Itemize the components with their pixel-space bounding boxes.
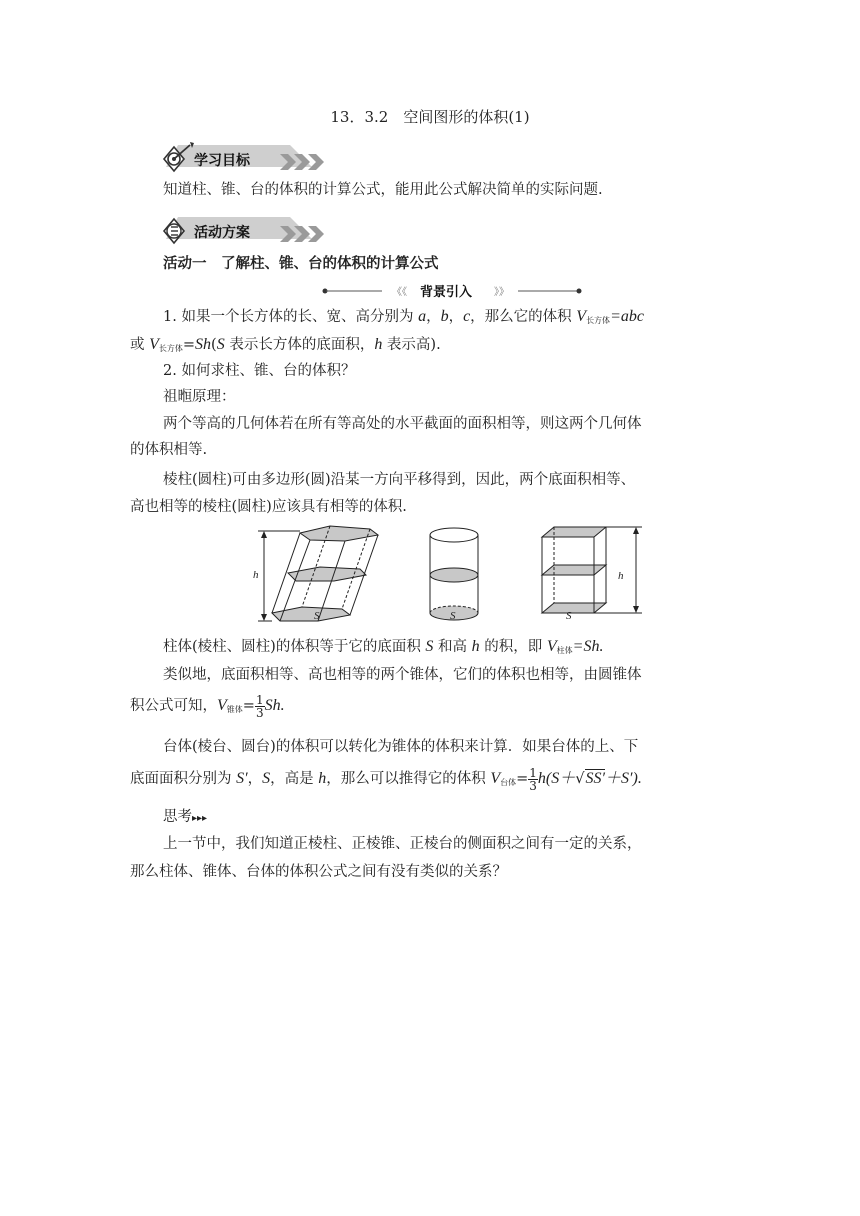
one-third-fraction-frustum: $\frac{1}{3}$ [529, 765, 537, 793]
svg-text:》》: 》》 [494, 287, 509, 298]
svg-text:S: S [314, 610, 320, 622]
background-intro-label: 背景引入 [420, 285, 473, 300]
think-heading: 思考▸▸▸ [163, 809, 208, 825]
target-icon [162, 141, 332, 175]
think-line1: 上一节中，我们知道正棱柱、正棱锥、正棱台的侧面积之间有一定的关系， [163, 836, 642, 852]
goal-text: 知道柱、锥、台的体积的计算公式，能用此公式解决简单的实际问题. [163, 182, 603, 198]
q1-line2: 或 $V_{长方体}=Sh(S$ 表示长方体的底面积，h 表示高). [130, 336, 441, 353]
svg-text:S: S [450, 610, 456, 622]
cone-line1: 类似地，底面积相等、高也相等的两个锥体，它们的体积也相等，由圆锥体 [163, 667, 642, 683]
background-intro-divider [322, 281, 582, 301]
section-header-activity [162, 213, 332, 247]
frustum-line2: 底面面积分别为 S′，S，高是 h，那么可以推得它的体积 $V_{台体}=$ $\frac{1}{3}$ h(S＋√SS′＋S′). [130, 765, 642, 793]
one-third-fraction: $\frac{1}{3}$ [255, 692, 264, 720]
section-goal-label: 学习目标 [194, 153, 250, 169]
principle-label: 祖暅原理： [163, 389, 236, 405]
svg-text:《《: 《《 [392, 287, 407, 298]
q2: 2. 如何求柱、锥、台的体积？ [163, 363, 356, 379]
q1-line1: 1. 如果一个长方体的长、宽、高分别为 a，b，c，那么它的体积 $V_{长方体}=abc$ [163, 308, 644, 325]
think-line2: 那么柱体、锥体、台体的体积公式之间有没有类似的关系？ [130, 864, 507, 880]
cylinder-figure [430, 528, 478, 622]
svg-text:h: h [618, 570, 624, 582]
list-icon [162, 213, 332, 247]
activity1-title: 活动一 了解柱、锥、台的体积的计算公式 [163, 256, 439, 272]
prism-line1: 棱柱(圆柱)可由多边形(圆)沿某一方向平移得到，因此，两个底面积相等、 [163, 472, 636, 488]
prism-line2: 高也相等的棱柱(圆柱)应该具有相等的体积. [130, 499, 407, 515]
svg-text:S: S [566, 610, 572, 622]
svg-text:h: h [253, 569, 259, 581]
cone-line2: 积公式可知，$V_{锥体}=$ $\frac{1}{3}$ Sh. [130, 692, 285, 720]
section-header-goal [162, 141, 332, 175]
principle-line2: 的体积相等. [130, 442, 208, 458]
page-title: 13．3.2 空间图形的体积(1) [330, 108, 530, 126]
triple-arrow-icon: ▸▸▸ [192, 813, 208, 824]
geometry-figures [250, 523, 650, 631]
column-volume-line: 柱体(棱柱、圆柱)的体积等于它的底面积 S 和高 h 的积，即 $V_{柱体}=Sh$. [163, 638, 604, 655]
cuboid-figure [542, 527, 642, 622]
frustum-line1: 台体(棱台、圆台)的体积可以转化为锥体的体积来计算．如果台体的上、下 [163, 739, 639, 755]
section-activity-label: 活动方案 [194, 225, 250, 241]
principle-line1: 两个等高的几何体若在所有等高处的水平截面的面积相等，则这两个几何体 [163, 416, 642, 432]
oblique-prism-figure [253, 526, 378, 622]
